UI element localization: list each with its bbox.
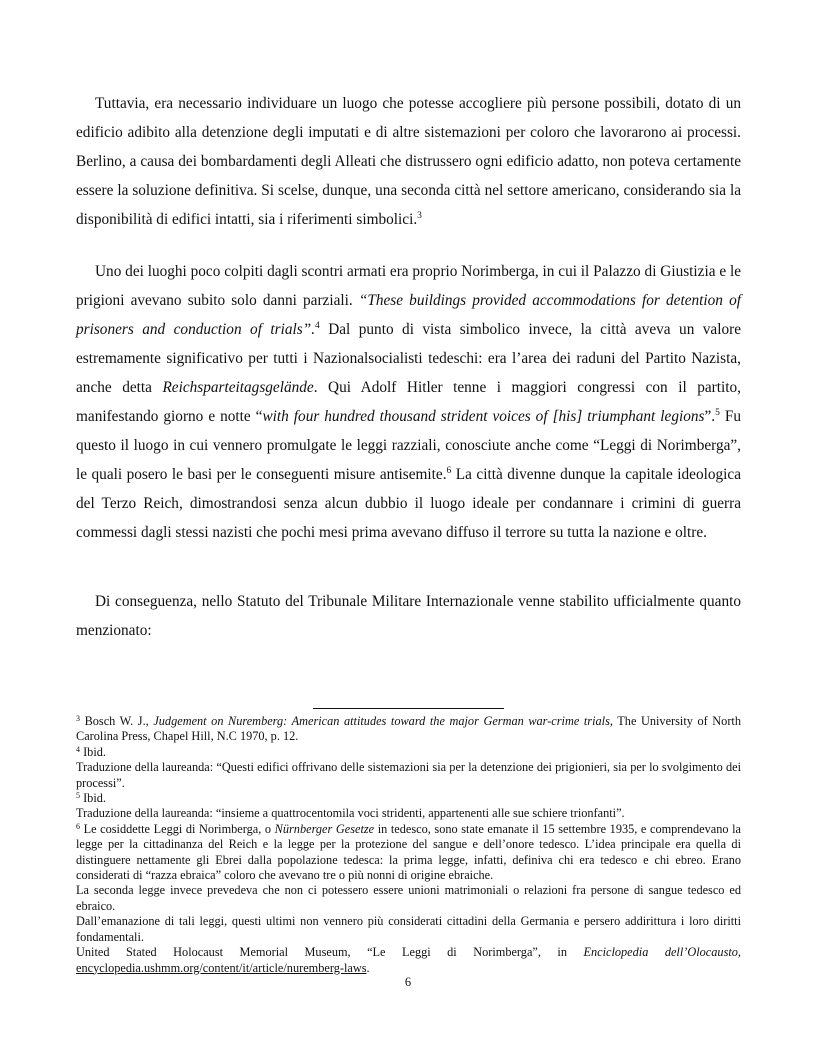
paragraph-1-text: Tuttavia, era necessario individuare un luogo che potesse accogliere più persone possibili, dotato di un edificio adibito alla detenzione degli imputati e di altre sistemazioni per coloro che lavorarono ai processi. Berlino, a causa dei bombardamenti degli Alleati che distrussero ogni edificio adatto, non poteva certamente essere la soluzione definitiva. Si scelse, dunque, una seconda città nel settore americano, considerando sia la disponibilità di edifici intatti, sia i riferimenti simbolici. — [76, 95, 741, 228]
footnote-ref-6[interactable]: 6 — [446, 466, 452, 476]
footnote-5-ibid: Ibid. — [80, 791, 106, 806]
footnote-6-source-text: United Stated Holocaust Memorial Museum, “Le Leggi di Norimberga”, in — [76, 945, 584, 960]
footnote-5-number: 5 — [76, 791, 80, 801]
footnote-3-number: 3 — [76, 714, 80, 723]
footnote-5-translation: Traduzione della laureanda: “insieme a quattrocentomila voci stridenti, appartenenti alle sue schiere trionfanti”. — [76, 806, 625, 821]
footnote-6-source — [76, 945, 741, 976]
footnote-4-translation: Traduzione della laureanda: “Questi edifici offrivano delle sistemazioni sia per la detenzione dei prigionieri, sia per lo svolgimento dei processi”. — [76, 760, 741, 790]
page-number: 6 — [404, 975, 412, 989]
paragraph-2-text-b: Dal punto di vista simbolico invece, la città aveva un valore estremamente significativo per tutti i Nazionalsocialisti tedeschi: era l’area dei raduni del Partito Nazista, anche detta — [76, 321, 741, 396]
footnote-6-term: Nürnberger Gesetze — [274, 821, 375, 836]
footnote-5 — [76, 791, 741, 806]
footnote-ref-3[interactable]: 3 — [417, 211, 422, 221]
footnote-ref-4[interactable]: 4 — [315, 321, 320, 331]
paragraph-2-text-f: La città divenne dunque la capitale ideologica del Terzo Reich, dimostrandosi senza alcun dubbio il luogo ideale per condannare i crimini di guerra commessi dagli stessi nazisti che pochi mesi prima avevano diffuso il terrore su tutta la nazione e oltre. — [76, 466, 741, 541]
footnote-3-text-b: The University of North Carolina Press, Chapel Hill, N.C 1970, p. 12. — [76, 714, 741, 744]
term-reichsparteitagsgelande: Reichsparteitagsgelände — [162, 379, 314, 396]
footnote-6-source-link[interactable]: encyclopedia.ushmm.org/content/it/article/nuremberg-laws — [76, 960, 367, 975]
paragraph-2-text-e: Fu questo il luogo in cui vennero promulgate le leggi razziali, conosciute anche come “Leggi di Norimberga”, le quali posero le basi per le conseguenti misure antisemite. — [76, 408, 742, 483]
quote-english-2: with four hundred thousand strident voices of [his] triumphant legions — [262, 408, 705, 425]
footnote-6-text-a: Le cosiddette Leggi di Norimberga, o — [80, 821, 275, 836]
footnote-4-ibid: Ibid. — [80, 744, 106, 759]
quote-english-1: “These buildings provided accommodations for detention of prisoners and conduction of trials”. — [76, 292, 741, 338]
footnote-ref-5[interactable]: 5 — [715, 408, 720, 418]
paragraph-2 — [76, 257, 741, 547]
footnote-3 — [76, 714, 741, 745]
footnote-6-source-title: Enciclopedia dell’Olocausto, — [583, 945, 741, 960]
paragraph-2-text-a: Uno dei luoghi poco colpiti dagli scontri armati era proprio Norimberga, in cui il Palazzo di Giustizia e le prigioni avevano subito solo danni parziali. — [76, 263, 741, 309]
footnote-6-consequence: Dall’emanazione di tali leggi, questi ultimi non vennero più considerati cittadini della Germania e persero addirittura i loro diritti fondamentali. — [76, 914, 741, 944]
footnote-6-number: 6 — [76, 821, 80, 831]
footnote-4-number: 4 — [76, 744, 80, 754]
footnote-separator — [313, 708, 504, 709]
paragraph-2-text-c: . Qui Adolf Hitler tenne i maggiori congressi con il partito, manifestando giorno e notte “ — [76, 379, 741, 425]
footnote-6-second-law: La seconda legge invece prevedeva che non ci potessero essere unioni matrimoniali o relazioni fra persone di sangue tedesco ed ebraico. — [76, 883, 741, 913]
footnote-3-book-title: Judgement on Nuremberg: American attitudes toward the major German war-crime trials, — [153, 714, 613, 728]
footnote-3-text-a: Bosch W. J., — [80, 714, 154, 728]
paragraph-1 — [76, 89, 741, 234]
paragraph-3 — [76, 587, 741, 645]
footnote-6-text-b: in tedesco, sono state emanate il 15 settembre 1935, e comprendevano la legge per la cittadinanza del Reich e la legge per la protezione del sangue e dell’onore tedesco. L’idea principale era quella di distinguere nettamente gli Ebrei dalla popolazione tedesca: la prima legge, infatti, definiva chi era tedesco e chi ebreo. Erano considerati di “razza ebraica” coloro che avevano tre o più nonni di origine ebraiche. — [76, 821, 741, 883]
footnote-4 — [76, 745, 741, 760]
footnotes — [76, 714, 741, 976]
paragraph-2-text-d: ”. — [704, 408, 716, 425]
footnote-6 — [76, 822, 741, 884]
paragraph-3-text: Di conseguenza, nello Statuto del Tribunale Militare Internazionale venne stabilito ufficialmente quanto menzionato: — [76, 593, 741, 639]
footnote-6-end: . — [366, 960, 370, 975]
